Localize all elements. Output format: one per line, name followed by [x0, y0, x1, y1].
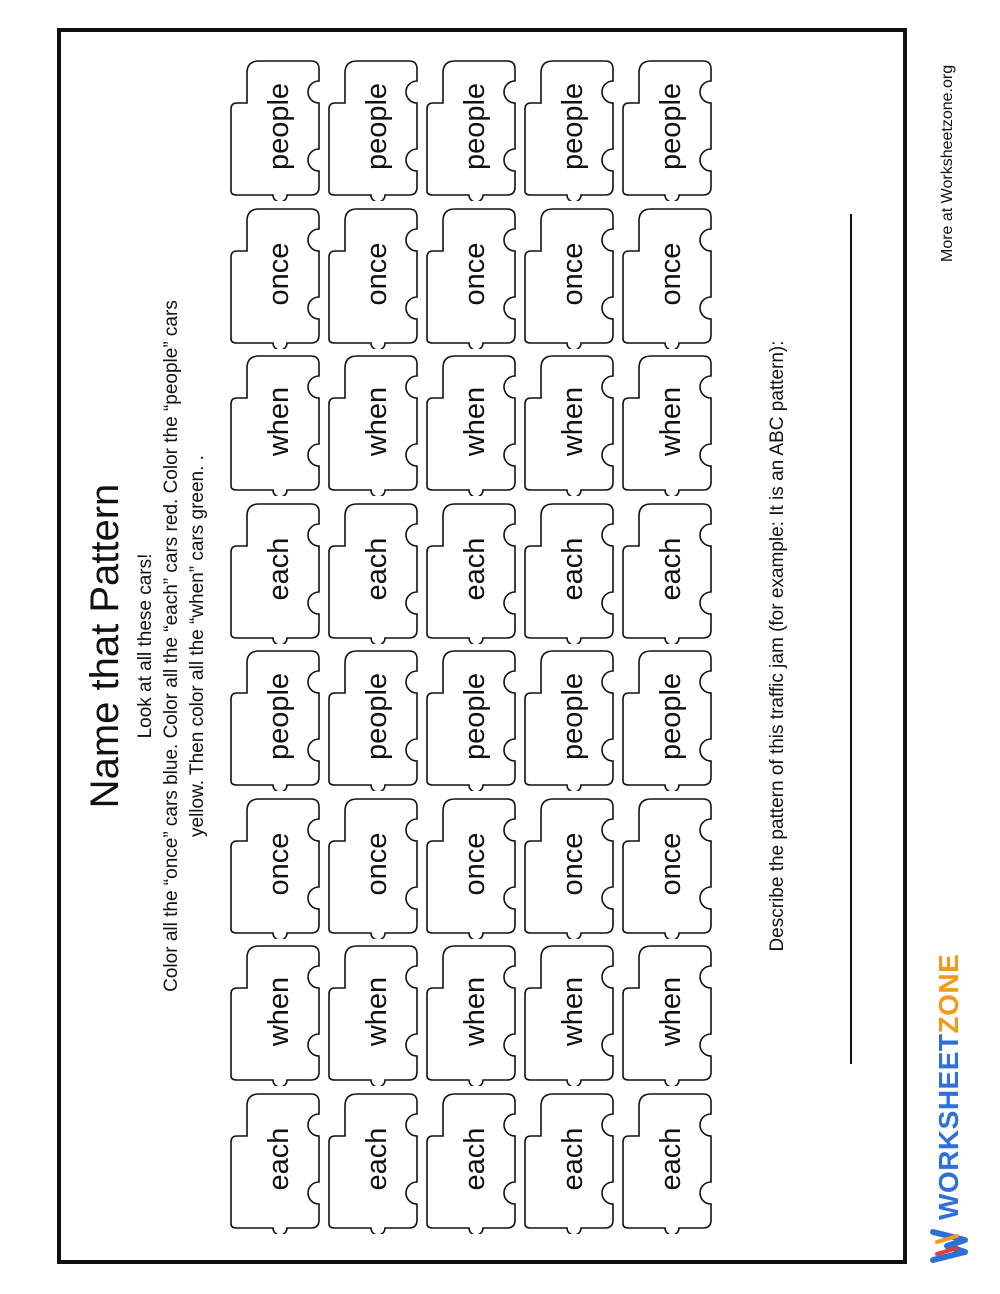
- car[interactable]: [423, 644, 521, 792]
- logo-wordmark: [933, 954, 965, 1220]
- car-word: once: [557, 832, 589, 896]
- car-row: [521, 54, 619, 1234]
- car[interactable]: [227, 1087, 325, 1235]
- instruction-line-2: Color all the “once” cars blue. Color all the “each” cars red. Color the “people” cars: [161, 300, 182, 992]
- car-word: when: [557, 386, 589, 457]
- car-word: people: [263, 82, 295, 171]
- car[interactable]: [619, 497, 717, 645]
- car[interactable]: [619, 792, 717, 940]
- car[interactable]: [619, 939, 717, 1087]
- car[interactable]: [619, 349, 717, 497]
- car[interactable]: [423, 349, 521, 497]
- car-word: people: [459, 82, 491, 171]
- car[interactable]: [227, 202, 325, 350]
- car-word: each: [557, 537, 589, 601]
- car-word: each: [655, 1127, 687, 1191]
- car-word: when: [263, 976, 295, 1047]
- worksheetzone-logo[interactable]: [927, 954, 971, 1264]
- car[interactable]: [521, 202, 619, 350]
- footer-credit[interactable]: More at Worksheetzone.org: [939, 64, 956, 262]
- car-word: when: [263, 386, 295, 457]
- car[interactable]: [423, 939, 521, 1087]
- car[interactable]: [521, 54, 619, 202]
- car-row: [227, 54, 325, 1234]
- car[interactable]: [227, 497, 325, 645]
- car-word: people: [263, 672, 295, 761]
- car[interactable]: [423, 497, 521, 645]
- car-word: people: [557, 672, 589, 761]
- car-word: when: [361, 386, 393, 457]
- car[interactable]: [423, 54, 521, 202]
- car-row: [619, 54, 717, 1234]
- car[interactable]: [227, 54, 325, 202]
- car-word: each: [459, 537, 491, 601]
- car[interactable]: [521, 939, 619, 1087]
- car-word: people: [655, 672, 687, 761]
- car[interactable]: [325, 1087, 423, 1235]
- worksheetzone-logo-icon: [927, 1228, 971, 1264]
- car[interactable]: [521, 644, 619, 792]
- car-word: once: [361, 242, 393, 306]
- logo-word-2: ZONE: [933, 953, 964, 1034]
- car-word: each: [557, 1127, 589, 1191]
- car-word: each: [263, 537, 295, 601]
- car-word: once: [557, 242, 589, 306]
- car[interactable]: [619, 1087, 717, 1235]
- car-word: once: [655, 832, 687, 896]
- car[interactable]: [521, 792, 619, 940]
- car[interactable]: [227, 349, 325, 497]
- car[interactable]: [227, 939, 325, 1087]
- car[interactable]: [227, 644, 325, 792]
- instruction-line-1: Look at all these cars!: [135, 553, 156, 739]
- car-word: when: [655, 386, 687, 457]
- car-word: each: [459, 1127, 491, 1191]
- car-word: once: [263, 242, 295, 306]
- worksheet-title: Name that Pattern: [83, 483, 127, 809]
- car-word: each: [263, 1127, 295, 1191]
- car-row: [423, 54, 521, 1234]
- car-grid: [227, 54, 727, 1234]
- car-word: people: [459, 672, 491, 761]
- car[interactable]: [227, 792, 325, 940]
- describe-prompt: Describe the pattern of this traffic jam (for example: It is an ABC pattern):: [767, 340, 788, 952]
- car[interactable]: [521, 1087, 619, 1235]
- car-word: when: [459, 386, 491, 457]
- car[interactable]: [325, 349, 423, 497]
- answer-line[interactable]: [850, 214, 852, 1064]
- car-word: each: [361, 537, 393, 601]
- car-word: when: [361, 976, 393, 1047]
- car-word: people: [557, 82, 589, 171]
- car-word: when: [557, 976, 589, 1047]
- car-row: [325, 54, 423, 1234]
- car-word: once: [655, 242, 687, 306]
- brand-strip: [907, 0, 1000, 1294]
- car[interactable]: [619, 202, 717, 350]
- car[interactable]: [325, 497, 423, 645]
- car-word: people: [361, 82, 393, 171]
- worksheet-content: [57, 28, 907, 1264]
- car-word: once: [361, 832, 393, 896]
- car[interactable]: [325, 54, 423, 202]
- car[interactable]: [521, 349, 619, 497]
- car[interactable]: [423, 202, 521, 350]
- car[interactable]: [423, 1087, 521, 1235]
- instruction-line-3: yellow. Then color all the “when” cars green. .: [187, 455, 208, 837]
- car-word: each: [655, 537, 687, 601]
- car-word: when: [459, 976, 491, 1047]
- car[interactable]: [325, 939, 423, 1087]
- car-word: people: [655, 82, 687, 171]
- car[interactable]: [619, 644, 717, 792]
- car-word: each: [361, 1127, 393, 1191]
- car-word: when: [655, 976, 687, 1047]
- car-word: once: [459, 242, 491, 306]
- logo-word-1: WORKSHEET: [933, 1033, 964, 1220]
- car-word: once: [263, 832, 295, 896]
- car-word: people: [361, 672, 393, 761]
- car[interactable]: [325, 202, 423, 350]
- car-word: once: [459, 832, 491, 896]
- car[interactable]: [423, 792, 521, 940]
- car[interactable]: [325, 644, 423, 792]
- car[interactable]: [325, 792, 423, 940]
- car[interactable]: [619, 54, 717, 202]
- car[interactable]: [521, 497, 619, 645]
